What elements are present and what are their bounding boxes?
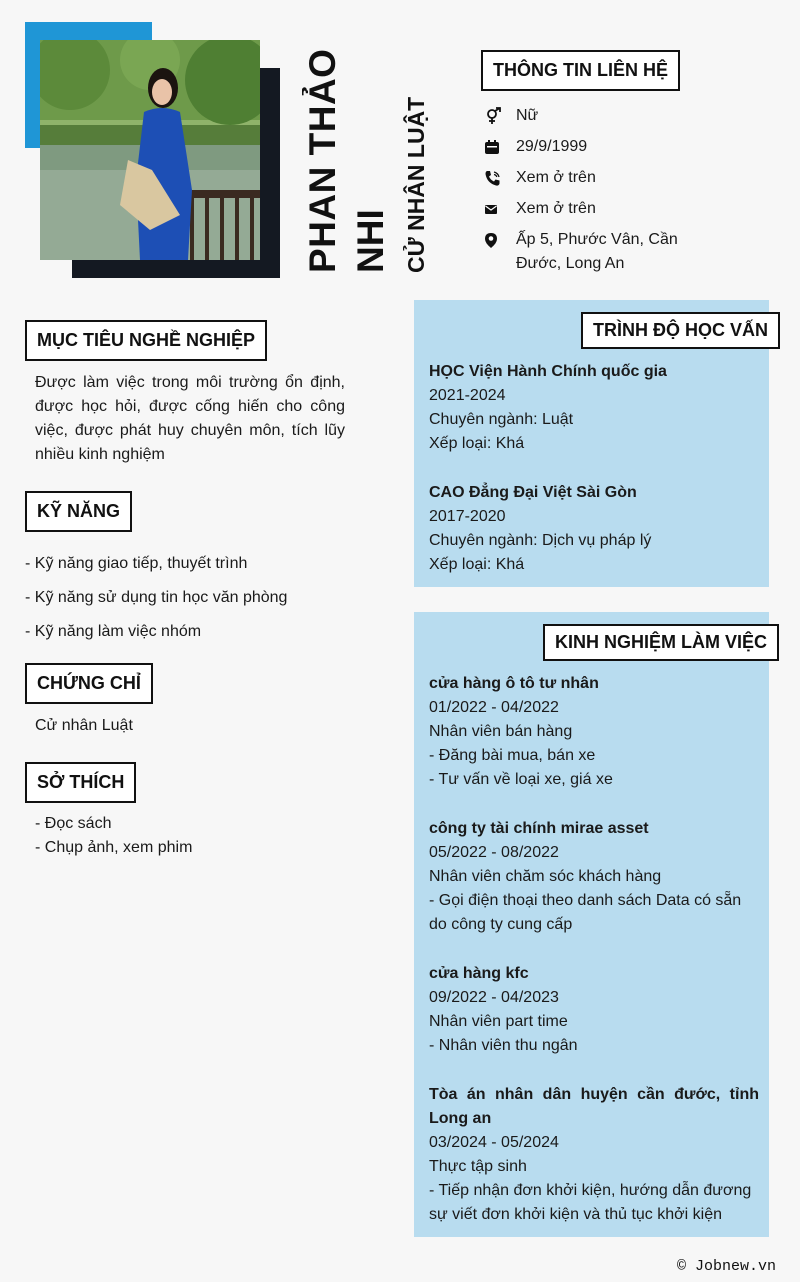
skills-heading: KỸ NĂNG [25, 491, 132, 532]
education-major: Chuyên ngành: Luật [429, 411, 574, 428]
education-entry [429, 481, 759, 577]
education-heading: TRÌNH ĐỘ HỌC VẤN [581, 312, 780, 349]
experience-period: 05/2022 - 08/2022 [429, 844, 559, 861]
experience-company: Tòa án nhân dân huyện cần đước, tỉnh Long an [429, 1086, 759, 1127]
experience-detail: - Đăng bài mua, bán xe [429, 747, 596, 764]
contact-address-value: Ấp 5, Phước Vân, Cần Đước, Long An [516, 231, 678, 272]
hobbies-list [35, 812, 192, 860]
experience-period: 03/2024 - 05/2024 [429, 1134, 559, 1151]
contact-dob-value: 29/9/1999 [516, 138, 588, 155]
certificates-heading: CHỨNG CHỈ [25, 663, 153, 704]
contact-gender-value: Nữ [516, 107, 539, 124]
contact-phone [484, 166, 694, 190]
contact-email-value: Xem ở trên [516, 200, 596, 217]
calendar-icon [484, 135, 516, 159]
phone-icon [484, 166, 516, 190]
contact-list [484, 104, 694, 283]
experience-entry [429, 817, 759, 937]
footer-credit: © Jobnew.vn [676, 1258, 776, 1275]
education-school: HỌC Viện Hành Chính quốc gia [429, 363, 667, 380]
profile-photo [40, 40, 260, 260]
experience-period: 01/2022 - 04/2022 [429, 699, 559, 716]
experience-detail: - Tư vấn về loại xe, giá xe [429, 771, 613, 788]
objective-text: Được làm việc trong môi trường ổn định, được học hỏi, được cống hiến cho công việc, được phát huy chuyên môn, tích lũy nhiều kinh nghiệm [35, 374, 345, 463]
job-title: CỬ NHÂN LUẬT [403, 96, 429, 273]
list-item: - Kỹ năng giao tiếp, thuyết trình [25, 555, 248, 572]
list-item: - Kỹ năng làm việc nhóm [25, 623, 202, 640]
contact-dob [484, 135, 694, 159]
contact-heading: THÔNG TIN LIÊN HỆ [481, 50, 680, 91]
experience-entry [429, 672, 759, 792]
skills-list [25, 552, 365, 654]
experience-entry [429, 1083, 759, 1227]
education-school: CAO Đẳng Đại Việt Sài Gòn [429, 484, 637, 501]
experience-role: Nhân viên part time [429, 1013, 568, 1030]
experience-company: cửa hàng kfc [429, 965, 529, 982]
education-years: 2021-2024 [429, 387, 506, 404]
envelope-icon [484, 197, 516, 221]
experience-role: Nhân viên chăm sóc khách hàng [429, 868, 662, 885]
list-item: - Đọc sách [35, 815, 112, 832]
experience-entry [429, 962, 759, 1058]
contact-email [484, 197, 694, 221]
experience-company: công ty tài chính mirae asset [429, 820, 649, 837]
experience-company: cửa hàng ô tô tư nhân [429, 675, 599, 692]
experience-detail: - Nhân viên thu ngân [429, 1037, 578, 1054]
contact-gender [484, 104, 694, 128]
list-item: - Kỹ năng sử dụng tin học văn phòng [25, 589, 288, 606]
contact-address [484, 228, 694, 276]
name-line-2: NHI [350, 209, 391, 273]
map-pin-icon [484, 228, 516, 252]
contact-phone-value: Xem ở trên [516, 169, 596, 186]
certificates-text: Cử nhân Luật [35, 717, 133, 734]
education-grade: Xếp loại: Khá [429, 556, 525, 573]
list-item: - Chụp ảnh, xem phim [35, 839, 193, 856]
experience-period: 09/2022 - 04/2023 [429, 989, 559, 1006]
name-line-1: PHAN THẢO [302, 48, 343, 273]
education-years: 2017-2020 [429, 508, 506, 525]
gender-icon [484, 104, 516, 128]
experience-role: Nhân viên bán hàng [429, 723, 573, 740]
experience-detail: - Gọi điện thoại theo danh sách Data có sẵn do công ty cung cấp [429, 892, 742, 933]
experience-detail: - Tiếp nhận đơn khởi kiện, hướng dẫn đương sự viết đơn khởi kiện và thủ tục khởi kiện [429, 1182, 752, 1223]
education-major: Chuyên ngành: Dịch vụ pháp lý [429, 532, 652, 549]
hobbies-heading: SỞ THÍCH [25, 762, 136, 803]
objective-heading: MỤC TIÊU NGHỀ NGHIỆP [25, 320, 267, 361]
experience-role: Thực tập sinh [429, 1158, 527, 1175]
education-entry [429, 360, 759, 456]
experience-heading: KINH NGHIỆM LÀM VIỆC [543, 624, 779, 661]
education-grade: Xếp loại: Khá [429, 435, 525, 452]
